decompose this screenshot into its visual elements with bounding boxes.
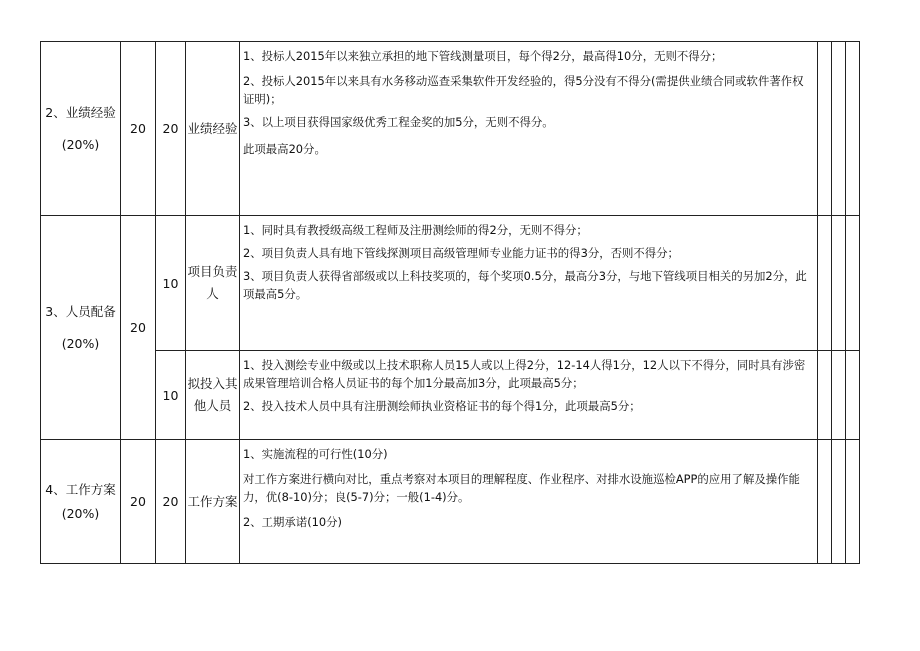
criteria-line: 2、投标人2015年以来具有水务移动巡查采集软件开发经验的，得5分没有不得分(需提供业绩合同或软件著作权证明)；: [243, 74, 804, 106]
category-cell: [41, 42, 121, 216]
score-column-a: [818, 440, 832, 564]
score-column-c: [846, 216, 860, 351]
category-weight: (20%): [61, 136, 100, 152]
category-cell: [41, 440, 121, 564]
score-column-a: [818, 216, 832, 351]
criteria-line: 此项最高20分。: [243, 142, 326, 156]
score-column-b: [832, 216, 846, 351]
category-label: 2、业绩经验: [45, 104, 116, 120]
category-weight: (20%): [61, 335, 100, 351]
criteria-line: 1、实施流程的可行性(10分): [243, 447, 388, 461]
category-label: 3、人员配备: [45, 303, 116, 319]
sub-item-cell: [186, 351, 240, 440]
score-column-b: [832, 42, 846, 216]
sub-item-line: 他人员: [193, 398, 232, 413]
category-label: 4、工作方案: [45, 481, 116, 497]
max-score-cell: 20: [121, 216, 156, 440]
score-column-c: [846, 351, 860, 440]
criteria-line: 对工作方案进行横向对比，重点考察对本项目的理解程度、作业程序、对排水设施巡检APP的应用了解及操作能力，优(8-10)分；良(5-7)分；一般(1-4)分。: [243, 472, 800, 504]
criteria-cell: [240, 42, 818, 216]
criteria-line: 2、工期承诺(10分): [243, 515, 342, 529]
sub-score-cell: 20: [156, 440, 186, 564]
max-score-cell: 20: [121, 42, 156, 216]
score-column-b: [832, 351, 846, 440]
criteria-line: 2、投入技术人员中具有注册测绘师执业资格证书的每个得1分，此项最高5分；: [243, 399, 641, 413]
score-column-a: [818, 351, 832, 440]
table-row-staffing: [41, 216, 860, 351]
sub-score-cell: 10: [156, 216, 186, 351]
sub-score-cell: 20: [156, 42, 186, 216]
scoring-table: [40, 41, 860, 564]
table-row-work-plan: [41, 440, 860, 564]
sub-item-line: 人: [206, 286, 219, 301]
criteria-line: 3、项目负责人获得省部级或以上科技奖项的，每个奖项0.5分，最高分3分，与地下管线项目相关的另加2分，此项最高5分。: [243, 269, 807, 301]
score-column-c: [846, 42, 860, 216]
criteria-cell: [240, 351, 818, 440]
max-score-cell: 20: [121, 440, 156, 564]
criteria-line: 1、同时具有教授级高级工程师及注册测绘师的得2分，无则不得分；: [243, 223, 588, 237]
category-weight: (20%): [61, 505, 100, 521]
criteria-line: 1、投入测绘专业中级或以上技术职称人员15人或以上得2分，12-14人得1分，12人以下不得分，同时具有涉密成果管理培训合格人员证书的每个加1分最高加3分，此项最高5分；: [243, 358, 806, 390]
criteria-cell: [240, 216, 818, 351]
score-column-b: [832, 440, 846, 564]
sub-item-cell: 工作方案: [186, 440, 240, 564]
score-column-a: [818, 42, 832, 216]
sub-score-cell: 10: [156, 351, 186, 440]
score-column-c: [846, 440, 860, 564]
criteria-cell: [240, 440, 818, 564]
sub-item-cell: 业绩经验: [186, 42, 240, 216]
table-row-staffing-other: [41, 351, 860, 440]
table-row-performance: [41, 42, 860, 216]
sub-item-line: 项目负责: [187, 264, 238, 279]
criteria-line: 2、项目负责人具有地下管线探测项目高级管理师专业能力证书的得3分，否则不得分；: [243, 246, 679, 260]
criteria-line: 3、以上项目获得国家级优秀工程金奖的加5分，无则不得分。: [243, 115, 554, 129]
category-cell: [41, 216, 121, 440]
criteria-line: 1、投标人2015年以来独立承担的地下管线测量项目，每个得2分，最高得10分，无则不得分；: [243, 49, 723, 63]
sub-item-cell: [186, 216, 240, 351]
sub-item-line: 拟投入其: [187, 376, 238, 391]
